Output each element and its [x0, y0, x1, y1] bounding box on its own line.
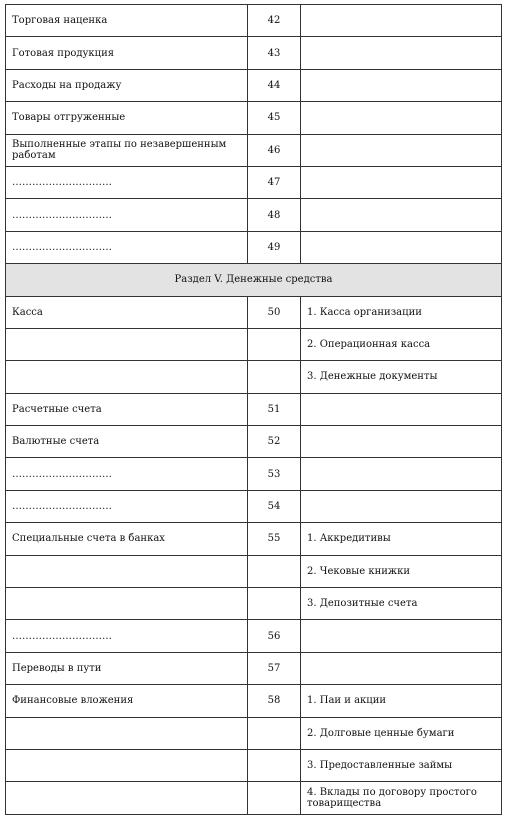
subaccount-cell — [301, 134, 502, 166]
account-name-cell: ………………………… — [6, 620, 248, 652]
subaccount-cell — [301, 393, 502, 425]
table-row — [6, 69, 502, 101]
table-row — [6, 523, 502, 555]
account-number-cell: 46 — [248, 134, 301, 166]
table-row — [6, 749, 502, 781]
account-name-cell: Товары отгруженные — [6, 102, 248, 134]
table-row — [6, 231, 502, 263]
account-number-cell — [248, 361, 301, 393]
subaccount-cell: 3. Денежные документы — [301, 361, 502, 393]
subaccount-cell — [301, 102, 502, 134]
account-number-cell: 48 — [248, 199, 301, 231]
account-number-cell — [248, 782, 301, 814]
account-number-cell: 54 — [248, 490, 301, 522]
subaccount-cell — [301, 199, 502, 231]
table-row — [6, 134, 502, 166]
account-name-cell — [6, 328, 248, 360]
table-row — [6, 652, 502, 684]
account-number-cell: 45 — [248, 102, 301, 134]
account-name-cell — [6, 782, 248, 814]
table-row — [6, 361, 502, 393]
account-name-cell: ………………………… — [6, 231, 248, 263]
table-row — [6, 296, 502, 328]
subaccount-cell: 2. Операционная касса — [301, 328, 502, 360]
account-name-cell: ………………………… — [6, 199, 248, 231]
account-number-cell: 44 — [248, 69, 301, 101]
table-row — [6, 328, 502, 360]
account-number-cell: 52 — [248, 426, 301, 458]
account-name-cell — [6, 588, 248, 620]
account-number-cell: 58 — [248, 685, 301, 717]
account-number-cell: 56 — [248, 620, 301, 652]
table-body — [6, 5, 502, 815]
table-row — [6, 782, 502, 814]
subaccount-cell: 4. Вклады по договору простого товарищества — [301, 782, 502, 814]
chart-of-accounts-table — [5, 4, 502, 815]
account-name-cell: Финансовые вложения — [6, 685, 248, 717]
subaccount-cell: 1. Аккредитивы — [301, 523, 502, 555]
account-number-cell: 42 — [248, 5, 301, 37]
account-name-cell — [6, 717, 248, 749]
account-number-cell: 50 — [248, 296, 301, 328]
table-row — [6, 199, 502, 231]
account-name-cell — [6, 749, 248, 781]
account-name-cell: Торговая наценка — [6, 5, 248, 37]
subaccount-cell — [301, 426, 502, 458]
account-number-cell: 47 — [248, 166, 301, 198]
subaccount-cell: 1. Паи и акции — [301, 685, 502, 717]
subaccount-cell — [301, 652, 502, 684]
account-number-cell — [248, 749, 301, 781]
subaccount-cell — [301, 166, 502, 198]
subaccount-cell — [301, 231, 502, 263]
table-row — [6, 685, 502, 717]
subaccount-cell — [301, 69, 502, 101]
account-name-cell: Переводы в пути — [6, 652, 248, 684]
table-row — [6, 102, 502, 134]
subaccount-cell — [301, 620, 502, 652]
account-number-cell — [248, 717, 301, 749]
account-number-cell — [248, 328, 301, 360]
account-name-cell: Готовая продукция — [6, 37, 248, 69]
account-name-cell — [6, 361, 248, 393]
subaccount-cell: 2. Долговые ценные бумаги — [301, 717, 502, 749]
account-number-cell — [248, 588, 301, 620]
table-row — [6, 5, 502, 37]
account-name-cell: ………………………… — [6, 458, 248, 490]
table-row — [6, 588, 502, 620]
subaccount-cell: 3. Предоставленные займы — [301, 749, 502, 781]
account-number-cell — [248, 555, 301, 587]
subaccount-cell — [301, 37, 502, 69]
account-number-cell: 51 — [248, 393, 301, 425]
account-name-cell: Выполненные этапы по незавершенным работам — [6, 134, 248, 166]
table-row — [6, 458, 502, 490]
table-row — [6, 555, 502, 587]
section-title: Раздел V. Денежные средства — [6, 264, 502, 296]
account-number-cell: 55 — [248, 523, 301, 555]
table-row — [6, 393, 502, 425]
table-row — [6, 426, 502, 458]
account-name-cell: Касса — [6, 296, 248, 328]
table-row — [6, 37, 502, 69]
account-name-cell: Валютные счета — [6, 426, 248, 458]
account-number-cell: 43 — [248, 37, 301, 69]
section-header-row — [6, 264, 502, 296]
account-name-cell — [6, 555, 248, 587]
table-row — [6, 166, 502, 198]
subaccount-cell: 2. Чековые книжки — [301, 555, 502, 587]
account-name-cell: Расчетные счета — [6, 393, 248, 425]
subaccount-cell: 1. Касса организации — [301, 296, 502, 328]
subaccount-cell: 3. Депозитные счета — [301, 588, 502, 620]
account-name-cell: Расходы на продажу — [6, 69, 248, 101]
table-row — [6, 717, 502, 749]
account-number-cell: 57 — [248, 652, 301, 684]
account-name-cell: ………………………… — [6, 490, 248, 522]
subaccount-cell — [301, 458, 502, 490]
subaccount-cell — [301, 5, 502, 37]
account-name-cell: Специальные счета в банках — [6, 523, 248, 555]
table-row — [6, 620, 502, 652]
account-number-cell: 49 — [248, 231, 301, 263]
subaccount-cell — [301, 490, 502, 522]
account-number-cell: 53 — [248, 458, 301, 490]
table-row — [6, 490, 502, 522]
account-name-cell: ………………………… — [6, 166, 248, 198]
